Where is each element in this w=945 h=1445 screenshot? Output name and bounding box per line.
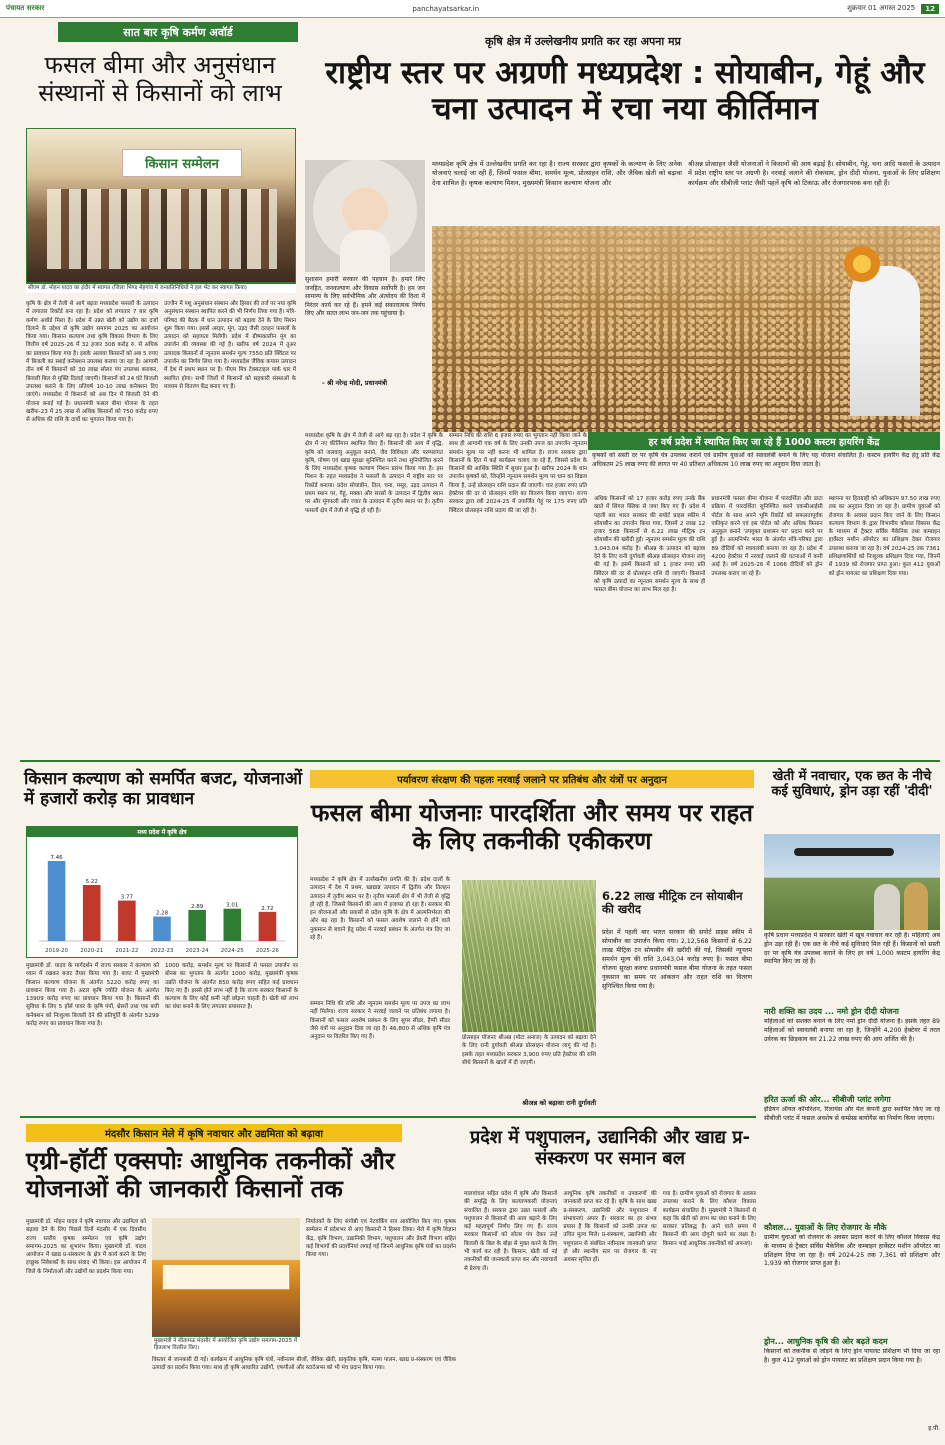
chart-title: मध्य प्रदेश में कृषि क्षेत्र bbox=[27, 827, 297, 837]
main-kicker: कृषि क्षेत्र में उल्लेखनीय प्रगति कर रहा अपना मप्र bbox=[485, 35, 681, 48]
chart-bar-2020-21 bbox=[83, 885, 101, 941]
pm-quote-by: - श्री नरेन्द्र मोदी, प्रधानमंत्री bbox=[322, 379, 388, 387]
chart-tick-label: 2020-21 bbox=[80, 948, 104, 954]
right-text3: इंडियन ऑयल कॉर्पोरेशन, रिलायंस और मेल कंपनी द्वारा स्थापित किए जा रहे सीबीजी प्लांट में फसल अवशेष से कम्प्रेस्ड बायोगैस का निर्माण किया जाएगा। bbox=[764, 1106, 940, 1122]
env-col2: सम्मान निधि की राशि और न्यूनतम समर्थन मूल्य पर उपज का लाभ नहीं मिलेगा। राज्य सरकार ने नरवाई जलाने पर प्रतिबंध लगाया है। किसानों को फसल अवशेष प्रबंधन के लिए सुपर सीडर, हैप्पी सीडर जैसे यंत्रों पर अनुदान दिया जा रहा है। 46,800 से अधिक कृषि यंत्र अनुदान पर वितरित किए गए हैं। bbox=[310, 1001, 450, 1041]
budget-bar-chart bbox=[27, 837, 297, 957]
chart-bar-2019-20 bbox=[48, 861, 66, 941]
soy-headline: 6.22 लाख मीट्रिक टन सोयाबीन की खरीद bbox=[602, 889, 743, 917]
budget-col1: मुख्यमंत्री डॉ. यादव के मार्गदर्शन में राज्य सरकार ने कल्याण को ध्यान में रखकर बजट तैयार किया गया है। बजट में मुख्यमंत्री किसान कल्याण योजना के अंतर्गत 5220 करोड़ रुपए का प्रावधान किया गया है। अटल कृषि ज्योति योजना के अंतर्गत 13909 करोड़ रुपए का प्रावधान किया गया है। किसानों की सुविधा के लिए 5 हॉर्स पावर के कृषि पंपों, थ्रेसरों तथा एक बत्ती कनेक्शन को निःशुल्क बिजली देने की प्रतिपूर्ति के अंतर्गत 5299 करोड़ रुपए का प्रावधान किया गया है। bbox=[26, 963, 159, 1028]
env-col1: मध्यप्रदेश ने कृषि क्षेत्र में उल्लेखनीय प्रगति की है। प्रदेश दालों के उत्पादन में देश में प्रथम, खाद्यान्न उत्पादन में द्वितीय और तिलहन उत्पादन में तृतीय स्थान पर है। तृतीय फसलों क्षेत्र में भी तेजी से वृद्धि हो रही है, जिससे किसानों की आय में इजाफा हो रहा है। सरकार की इन योजनाओं और प्रयासों से प्रदेश कृषि के क्षेत्र में आत्मनिर्भरता की ओर बढ़ रहा है। किसानों को फसल अवशेष जलाने से होने वाले नुकसान से बचाने हेतु प्रदेश में नरवाई प्रबंधन के अंतर्गत यंत्र दिए जा रहे हैं। bbox=[310, 877, 450, 942]
chart-value-label: 2.89 bbox=[191, 904, 204, 911]
right-sub4: ड्रोन... आधुनिक कृषि की ओर बढ़ते कदम bbox=[764, 1337, 888, 1346]
rally-photo bbox=[432, 226, 940, 432]
right-text4: ग्रामीण युवाओं को रोजगार के अवसर प्रदान करने के लिए कौशल विकास केंद्र के माध्यम से ट्रैक्टर सर्विस मैकेनिक और कम्बाइन हार्वेस्टर मशीन ऑपरेटर का प्रशिक्षण दिया जा रहा है। वर्ष 2024-25 तक 7,361 को प्रशिक्षण और 1,939 को रोजगार प्राप्त हुआ है। bbox=[764, 1234, 940, 1268]
expo-photo bbox=[152, 1218, 300, 1336]
chart-bar-2022-23 bbox=[153, 917, 171, 941]
chart-value-label: 7.46 bbox=[50, 855, 63, 861]
main-intro-left: मध्यप्रदेश कृषि क्षेत्र में उल्लेखनीय प्रगति कर रहा है। राज्य सरकार द्वारा कृषकों के कल्याण के लिए अनेक योजनाएं चलाई जा रही हैं, जिनमें फसल बीमा, समर्थन मूल्य, प्रोत्साहन राशि, और जैविक खेती को बढ़ावा देना शामिल है। कृषक कल्याण मिशन, मुख्यमंत्री किसान कल्याण योजना और bbox=[432, 160, 682, 187]
right-text2: महिलाओं को सशक्त बनाने के लिए नमो ड्रोन दीदी योजना है। इसके तहत 89 महिलाओं को स्वावलंबी बनाया जा रहा है, जिन्होंने 4,200 हेक्टेयर में तरल उर्वरक का छिड़काव कर 21.22 लाख रुपए की आय अर्जित की है। bbox=[764, 1018, 940, 1043]
right-sub1: नारी शक्ति का उदय ... नमो ड्रोन दीदी योजना bbox=[764, 1007, 899, 1016]
chart-tick-label: 2023-24 bbox=[185, 948, 209, 954]
main-col3: अधिक किसानों को 17 हजार करोड़ रुपए उनके बैंक खाते में सिंगल क्लिक से जमा किए गए हैं। प्रदेश में पहली बार भारत सरकार की सपोर्ट प्राइस स्कीम में सोयाबीन का उपार्जन किया गया, जिसमें 2 लाख 12 हजार 568 किसानों से 6.22 लाख मीट्रिक टन सोयाबीन की खरीदी हुई। न्यूनतम समर्थन मूल्य की राशि 3,043.04 करोड़ है। श्रीअन्न के उत्पादन को बढ़ावा देने के लिए रानी दुर्गावती श्रीअन्न प्रोत्साहन योजना लागू की गई है। इसमें किसानों को 1 हजार रुपए प्रति क्विंटल की दर से प्रोत्साहन राशि दी जाएगी। किसानों को कृषि उत्पादों का न्यूनतम समर्थन मूल्य के साथ ही फसल बीमा योजना का लाभ मिल रहा है। bbox=[594, 496, 706, 594]
main-intro-right: श्रीअन्न प्रोत्साहन जैसी योजनाओं ने किसानों की आय बढ़ाई है। सोयाबीन, गेहूं, चना आदि फसलों के उत्पादन में प्रदेश राष्ट्रीय स्तर पर अग्रणी है। नरवाई जलाने की रोकथाम, ड्रोन दीदी योजना, युवाओं के लिए प्रशिक्षण कार्यक्रम और सीबीजी प्लांट जैसी पहलें कृषि को टिकाऊ और रोजगारपरक बना रही हैं। bbox=[688, 160, 940, 187]
sun-logo-icon bbox=[844, 246, 880, 282]
chart-bar-2024-25 bbox=[224, 909, 242, 941]
mandsaur-col2: निर्यातकों के लिए संगोष्ठी एवं नेटवर्किंग सत्र आयोजित किए गए। कृषक सम्मेलन में प्रदेशभर से आए किसानों ने हिस्सा लिया। मेले में कृषि विज्ञान केंद्र, कृषि विभाग, उद्यानिकी विभाग, पशुपालन और डेयरी विभाग सहित कई विभागों की प्रदर्शनियां लगाई गईं जिनमें आधुनिक कृषि यंत्रों का प्रदर्शन किया गया। bbox=[306, 1219, 456, 1259]
right-sub2: हरित ऊर्जा की ओर... सीबीजी प्लांट लगेगा bbox=[764, 1095, 891, 1104]
chart-tick-label: 2021-22 bbox=[115, 948, 139, 954]
drone-photo bbox=[764, 834, 940, 930]
mandsaur-col3: विस्तार से जानकारी दी गई। कार्यक्रम में आधुनिक कृषि यंत्रों, नवीनतम बीजों, जैविक खेती, प्राकृतिक कृषि, मत्स्य पालन, खाद्य प्र-संस्करण एवं जैविक उत्पादों का प्रदर्शन किया गया। साथ ही कृषि आधारित उद्योगों, एफपीओ और स्टार्टअप्स को भी मंच प्रदान किया गया। bbox=[152, 1357, 456, 1372]
award-band: सात बार कृषि कर्मण अवॉर्ड bbox=[58, 22, 298, 42]
footer-initials: इ.पी. bbox=[928, 1425, 940, 1432]
expo-caption: मुख्यमंत्री ने सीतामऊ मंदसौर में आयोजित कृषि उद्योग समागम-2025 में हितलाभ वितरित किए। bbox=[152, 1336, 300, 1353]
photo-banner: किसान सम्मेलन bbox=[122, 149, 242, 177]
wheat-caption: प्रोत्साहन योजनाः श्रीअन्न (मोटा अनाज) के उत्पादन को बढ़ावा देने के लिए रानी दुर्गावती श्रीअन्न प्रोत्साहन योजना लागू की गई है। इसके तहत मध्यप्रदेश सरकार 3,900 रुपए प्रति हेक्टेयर की राशि सीधे किसानों के खातों में दी जाएगी। bbox=[462, 1035, 596, 1066]
chart-tick-label: 2025-26 bbox=[255, 948, 279, 954]
custom-hiring-text: कृषकों को सस्ती दर पर कृषि यंत्र उपलब्ध कराने एवं ग्रामीण युवाओं को स्वावलंबी बनाने के लिए यह योजना संचालित है। कस्टम हायरिंग केंद्र हेतु प्रति केंद्र अधिकतम 25 लाख रुपए की लागत पर 40 प्रतिशत अधिकतम 10 लाख रुपए का अनुदान दिया जाता है। bbox=[592, 452, 940, 468]
budget-col2: 1000 करोड़, समर्थन मूल्य पर किसानों से फसल उपार्जन पर बोनस का भुगतान के अंतर्गत 1000 करोड़, मुख्यमंत्री कृषक उन्नति योजना के अंतर्गत 850 करोड़ रुपए सहित कई प्रावधान किए गए हैं। इससे होते लाभ नहीं है कि राज्य सरकार किसानों के कल्याण के लिए कोई कमी नहीं छोड़ना चाहती है। खेती को लाभ का धंधा बनाने के लिए लगातार प्रयासरत है। bbox=[165, 963, 298, 1011]
left-photo bbox=[26, 128, 296, 283]
budget-chart bbox=[26, 826, 298, 958]
chart-bar-2025-26 bbox=[259, 912, 277, 941]
left-headline: फसल बीमा और अनुसंधान संस्थानों से किसानों को लाभ bbox=[38, 51, 282, 107]
main-col5: स्थापना पर हितग्राही को अधिकतम 97.50 लाख रुपए तक का अनुदान दिया जा रहा है। ग्रामीण युवाओं को रोजगार के अवसर प्रदान किए जाने के लिए किसान कल्याण विभाग के द्वारा विभागीय कौशल विकास केंद्र के माध्यम से ट्रैक्टर सर्विस मैकेनिक तथा कम्बाइन हार्वेस्टर मशीन ऑपरेटर का प्रशिक्षण देकर रोजगार उपलब्ध कराया जा रहा है। वर्ष 2024-25 तक 7361 प्रशिक्षणार्थियों को निःशुल्क प्रशिक्षण दिया गया, जिनमें से 1939 को रोजगार प्राप्त हुआ। कुल 412 युवाओं को ड्रोन पायलट का प्रशिक्षण दिया गया। bbox=[828, 496, 940, 577]
page-number: 12 bbox=[921, 4, 939, 14]
left-col2: उज्जैन में पशु अनुसंधान संस्थान और हिसार की तर्ज पर नया कृषि अनुसंधान संस्थान स्थापित करने की भी निर्णय लिया गया है। मंत्रि-परिषद की बैठक में धान उत्पादन को बढ़ावा देने के लिए मिशन शुरू किया गया। इससे अरहर, मूंग, उड़द जैसी दलहन फसलों के उत्पादन को सहायता मिलेगी। प्रदेश में ग्रीष्मकालीन मूंग का उपार्जन की व्यवस्था की गई है। खरीफ वर्ष 2024 में तुअर उत्पादक किसानों से न्यूनतम समर्थन मूल्य 7550 प्रति क्विंटल पर उपार्जन का निर्णय लिया गया है। मध्यप्रदेश जैविक कपास उत्पादन में देश में प्रथम स्थान पर है। पीएम मित्र टेक्सटाइल पार्क धार में स्थापित होगा। सभी जिलों में किसानों को सहकारी संस्थाओं के माध्यम से वितरण केंद्र बनाए गए हैं। bbox=[164, 301, 296, 390]
animal-col3: गया है। ग्रामीण युवाओं को रोजगार के अवसर उपलब्ध कराने के लिए कौशल विकास कार्यक्रम संचालित हैं। मुख्यमंत्री ने किसानों से कहा कि खेती को लाभ का धंधा बनाने के लिए सरकार प्रतिबद्ध है। आने वाले समय में किसानों की आय दोगुनी करने का लक्ष्य है। किसान भाई आधुनिक तकनीकों को अपनाएं। bbox=[662, 1191, 756, 1247]
animal-col1: मालवांचल सहित प्रदेश में कृषि और किसानों की समृद्धि के लिए कल्याणकारी योजनाएं संचालित हैं। सरकार द्वारा उन्नत फसलों और पशुपालन से किसानों की आय बढ़ाने के लिए कई महत्वपूर्ण निर्णय लिए गए हैं। राज्य सरकार किसानों को सोलर पंप देकर उन्हें बिजली के बिल के बोझ से मुक्त करने के लिए भी कार्य कर रही है। किसान, खेती को नई तकनीकों की जानकारी प्राप्त कर और नवाचारों से प्रेरणा लें। bbox=[464, 1191, 558, 1272]
left-col1: कृषि के क्षेत्र में तेजी से आगे बढ़ता मध्यप्रदेश फसलों के उत्पादन में लगातार रिकॉर्ड बना रहा है। प्रदेश को लगातार 7 बार कृषि कर्मण अवॉर्ड मिला है। प्रदेश में उन्नत खेती को उद्योग का दर्जा दिलाने के उद्देश्य से कृषि उद्योग समागम 2025 का आयोजन किया गया। किसान कल्याण तथा कृषि विकास विभाग के लिए वित्तीय वर्ष 2025-26 में 32 हजार 308 करोड़ रु. से अधिक का प्रावधान किया गया है। इसके अलावा किसानों को अब 5 रुपए में बिजली का स्थाई कनेक्शन उपलब्ध कराया जा रहा है। आगामी तीन वर्ष में किसानों को 30 लाख सोलर पंप उपलब्ध कराकर, बिजली बिल से मुक्ति दिलाई जाएगी। किसानों को 24 घंटे बिजली उपलब्ध कराने के लिए प्रतिवर्ष 10-10 लाख कनेक्शन दिए जाएंगे। मध्यप्रदेश में किसानों को अब दिन में बिजली देने की योजना बनाई गई है। प्रधानमंत्री फसल बीमा योजना के तहत खरीफ-23 में 25 लाख से अधिक किसानों को 750 करोड़ रुपए से अधिक की राशि के दावों का भुगतान किया गया है। bbox=[26, 301, 158, 424]
chart-bar-2023-24 bbox=[188, 910, 206, 941]
wheat-photo bbox=[462, 880, 596, 1032]
cm-figure bbox=[850, 266, 920, 416]
env-band: पर्यावरण संरक्षण की पहलः नरवाई जलाने पर प्रतिबंध और यंत्रों पर अनुदान bbox=[310, 770, 754, 788]
masthead-date: शुक्रवार 01 अगस्त 2025 bbox=[847, 4, 916, 12]
main-headline: राष्ट्रीय स्तर पर अग्रणी मध्यप्रदेश : सोयाबीन, गेहूं और चना उत्पादन में रचा नया कीर्तिमान bbox=[325, 55, 925, 127]
animal-headline: प्रदेश में पशुपालन, उद्यानिकी और खाद्य प्र-संस्करण पर समान बल bbox=[469, 1127, 750, 1169]
chart-tick-label: 2024-25 bbox=[220, 948, 244, 954]
masthead-left: पंचायत सरकार bbox=[6, 4, 45, 12]
mandsaur-col1: मुख्यमंत्री डॉ. मोहन यादव ने कृषि नवाचार और उद्यमिता को बढ़ावा देने के लिए पिछले दिनों मंदसौर में एक दिवसीय राज्य स्तरीय कृषक सम्मेलन एवं कृषि उद्योग समागम-2025 का शुभारंभ किया। मुख्यमंत्री डॉ. यादव आयोजन में खाद्य प्र-संस्करण के क्षेत्र में कार्य करने के लिए इच्छुक निवेशकों के साथ संवाद भी किया। इस आयोजन में जिले के निर्माताओं और उद्योगों का प्रदर्शन किया गया। bbox=[26, 1219, 146, 1275]
chart-value-label: 2.28 bbox=[155, 910, 169, 917]
pm-quote: सुशासन हमारी सरकार की पहचान है। हमारे लिए जनहित, जनकल्याण और विकास सर्वोपरि है। हम जन सामान्य के लिए सर्वभौमिक और अंत्योदय की दिशा में निरंतर कार्य कर रहे हैं। हमने कई सकारात्मक निर्णय लिए और सतत लाभ जन-जन तक पहुंचाया है। bbox=[305, 276, 425, 318]
main-col4: प्रधानमंत्री फसल बीमा योजना में पारदर्शिता और डाटा प्रक्रिया में पारदर्शिता सुनिश्चित करने एकसीआईसी पोर्टल के साथ अपने भूमि रिकॉर्ड को सफलतापूर्वक एकीकृत करने एवं इस पोर्टल को और अधिक किसान अनुकूल बनाने 'उपयुक्त प्रशासन पर' प्रदान करने पर हुई है। आत्मनिर्भर भारत के अंतर्गत मंत्रि-परिषद द्वारा 89 दीदियों को स्वावलंबी बनाया जा रहा है। प्रदेश में 4200 हेक्टेयर में नरवाई जलाने की घटनाओं में कमी आई है। वर्ष 2025-26 में 1066 दीदियों को ड्रोन उपलब्ध कराए जा रहे हैं। bbox=[711, 496, 823, 577]
main-col2: सम्मान निधि की राशि 6 हजार रुपए का भुगतान नहीं किया जाने के साथ ही आगामी एक वर्ष के लिए उनकी उपज का उपार्जन न्यूनतम समर्थन मूल्य पर नहीं करना भी शामिल है। राज्य सरकार द्वारा किसानों के हित में कई कार्यक्रम चलाए जा रहे हैं, जिससे प्रदेश के किसानों की आर्थिक स्थिति में सुधार हुआ है। खरीफ 2024 के धान उपार्जन कृषकों को, जिन्होंने न्यूनतम समर्थन मूल्य पर धान का विक्रय किया है, उन्हें प्रोत्साहन राशि प्रदान की जाएगी। चार हजार रुपए प्रति हेक्टेयर की दर से प्रोत्साहन राशि का वितरण किया जाएगा। राज्य सरकार द्वारा रबी 2024-25 में उपार्जित गेहूं पर 175 रुपए प्रति क्विंटल प्रोत्साहन राशि प्रदाय की जा रही है। bbox=[449, 433, 587, 514]
drone-icon bbox=[794, 848, 894, 856]
masthead bbox=[0, 0, 945, 18]
chart-tick-label: 2019-20 bbox=[45, 948, 69, 954]
right-text1: कृषि प्रधान मध्यप्रदेश में सरकार खेती में खूब नवाचार कर रही है। महिलाएं अब ड्रोन उड़ा रही हैं। एक छत के नीचे कई सुविधाएं मिल रही हैं। किसानों को सस्ती दर पर कृषि यंत्र उपलब्ध कराने के लिए हर वर्ष 1,000 कस्टम हायरिंग केंद्र स्थापित किए जा रहे हैं। bbox=[764, 932, 940, 966]
main-col1: मध्यप्रदेश कृषि के क्षेत्र में तेजी से आगे बढ़ रहा है। प्रदेश ने कृषि के क्षेत्र में नए कीर्तिमान स्थापित किए हैं। किसानों की आय में वृद्धि, कृषि को जलवायु अनुकूल बनाने, जैव विविधता और परम्परागत कृषि, पोषण एवं खाद्य सुरक्षा सुनिश्चित करने तथा सुनियोजित करने के लिए मध्यप्रदेश कृषक कल्याण मिशन प्रारंभ किया गया है। इस मिशन के तहत मध्यप्रदेश ने फसलों के उत्पादन में राष्ट्रीय स्तर पर रिकॉर्ड बनाया। प्रदेश सोयाबीन, तिल, चना, मसूर, उड़द उत्पादन में प्रथम स्थान पर, गेहूं, मक्का और सरसों के उत्पादन में द्वितीय स्थान पर और मूंगफली और ज्वार के उत्पादन में तृतीय स्थान पर है। तृतीय फसलों क्षेत्र में तेजी से वृद्धि हो रही है। bbox=[305, 433, 443, 514]
custom-hiring-band: हर वर्ष प्रदेश में स्थापित किए जा रहे हैं 1000 कस्टम हायरिंग केंद्र bbox=[588, 432, 940, 450]
chart-value-label: 5.22 bbox=[85, 879, 98, 886]
chart-value-label: 2.72 bbox=[261, 905, 274, 912]
left-caption: सीएम डॉ. मोहन यादव का इंदौर में स्वागत (जिला भिण्ड मेहगांव में जनप्रतिनिधियों ने हल भेंट कर स्वागत किया) bbox=[26, 283, 296, 293]
right-headline: खेती में नवाचार, एक छत के नीचे कई सुविधाएं, ड्रोन उड़ा रहीं 'दीदी' bbox=[771, 769, 933, 799]
chart-bar-2021-22 bbox=[118, 901, 136, 941]
animal-col2: आधुनिक कृषि तकनीकों व उपकरणों की जानकारी प्राप्त कर रहे हैं। कृषि के साथ खाद्य प्र-संस्करण, उद्यानिकी और पशुपालन में संभावनाएं अपार हैं। सरकार का हर संभव प्रयास है कि किसानों को उनकी उपज का उचित मूल्य मिले। प्र-संस्करण, उद्यानिकी और पशुपालन से संबंधित नवीनतम जानकारी प्राप्त हो और स्थानीय स्तर पर रोजगार के नए अवसर सृजित हों। bbox=[563, 1191, 657, 1264]
budget-headline: किसान कल्याण को समर्पित बजट, योजनाओं में हजारों करोड़ का प्रावधान bbox=[24, 769, 303, 809]
right-text5: किसानों को तकनीक से जोड़ने के लिए ड्रोन पायलट प्रशिक्षण भी दिया जा रहा है। कुल 412 युवाओं को ड्रोन पायलट का प्रशिक्षण प्रदान किया गया है। bbox=[764, 1348, 940, 1364]
mandsaur-headline: एग्री-हॉर्टी एक्सपोः आधुनिक तकनीकों और योजनाओं की जानकारी किसानों तक bbox=[26, 1147, 395, 1203]
chart-value-label: 3.77 bbox=[120, 894, 133, 901]
env-headline: फसल बीमा योजनाः पारदर्शिता और समय पर राहत के लिए तकनीकी एकीकरण bbox=[311, 799, 753, 855]
right-sub3: कौशल... युवाओं के लिए रोजगार के मौके bbox=[764, 1223, 887, 1232]
masthead-center: panchayatsarkar.in bbox=[412, 4, 480, 13]
env-quote-caption: श्रीअन्न को बढ़ावाः रानी दुर्गावती bbox=[522, 1099, 596, 1107]
chart-value-label: 3.01 bbox=[226, 902, 239, 909]
mandsaur-band: मंदसौर किसान मेले में कृषि नवाचार और उद्यमिता को बढ़ावा bbox=[26, 1124, 402, 1142]
soy-text: प्रदेश में पहली बार भारत सरकार की सपोर्ट प्राइस स्कीम में सोयाबीन का उपार्जन किया गया। 2,12,568 किसानों से 6.22 लाख मीट्रिक टन सोयाबीन की खरीदी की गई, जिसकी न्यूनतम समर्थन मूल्य की राशि 3,043.04 करोड़ रुपए है। फसल बीमा योजना सुरक्षा कवचः प्रधानमंत्री फसल बीमा योजना के तहत फसल नुकसान का समय पर आंकलन और राहत राशि का वितरण सुनिश्चित किया गया है। bbox=[602, 929, 752, 990]
pm-portrait bbox=[305, 160, 425, 272]
chart-tick-label: 2022-23 bbox=[150, 948, 174, 954]
